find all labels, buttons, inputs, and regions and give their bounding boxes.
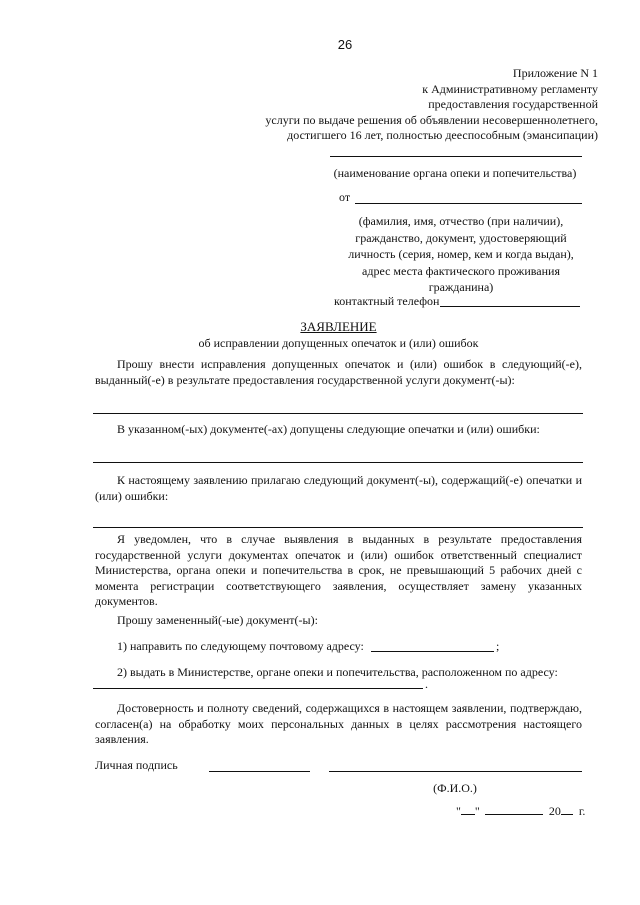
errors-list-line[interactable] bbox=[93, 462, 583, 463]
option-mail-text: 1) направить по следующему почтовому адресу: bbox=[117, 639, 364, 653]
phone-line[interactable] bbox=[440, 306, 580, 307]
date-open-quote: " bbox=[456, 804, 461, 818]
option-office: 2) выдать в Министерстве, органе опеки и попечительства, расположенном по адресу: bbox=[117, 665, 558, 679]
applicant-caption-line: (фамилия, имя, отчество (при наличии), bbox=[358, 214, 564, 228]
errors-paragraph: В указанном(-ых) документе(-ах) допущены следующие опечатки и (или) ошибки: bbox=[117, 422, 540, 436]
title-subheading: об исправлении допущенных опечаток и (или) ошибок bbox=[198, 335, 479, 350]
title-heading bbox=[95, 319, 582, 336]
year-prefix: 20 bbox=[548, 804, 561, 818]
appendix-line: предоставления государственной bbox=[428, 97, 598, 112]
attachment-paragraph: К настоящему заявлению прилагаю следующий документ(-ы), содержащий(-е) опечатки и (или) ошибки: bbox=[95, 473, 582, 503]
month-field[interactable] bbox=[485, 803, 543, 815]
option-office-end: . bbox=[425, 677, 428, 691]
appendix-header bbox=[178, 66, 598, 144]
date-block bbox=[456, 803, 585, 819]
organ-caption: (наименование органа опеки и попечительства) bbox=[333, 166, 577, 180]
appendix-line: к Административному регламенту bbox=[422, 81, 598, 96]
signature-line[interactable] bbox=[209, 771, 310, 772]
appendix-line: услуги по выдаче решения об объявлении несовершеннолетнего, bbox=[265, 112, 598, 127]
fio-caption: (Ф.И.О.) bbox=[433, 781, 477, 795]
office-address-line[interactable] bbox=[93, 688, 423, 689]
fio-line[interactable] bbox=[329, 771, 582, 772]
option-mail bbox=[117, 639, 517, 654]
notice-paragraph: Я уведомлен, что в случае выявления в выданных в результате предоставления государственной услуги документах опечаток и (или) ошибок ответственный специалист Министерства, органа опеки и попечительства в срок, не превышающий 5 рабочих дней с момента регистрации соответствующего заявления, осуществляет замену указанных документов. bbox=[95, 532, 582, 609]
date-close-quote: " bbox=[474, 804, 480, 818]
consent-paragraph: Достоверность и полноту сведений, содержащихся в настоящем заявлении, подтверждаю, согласен(а) на обработку моих персональных данных в целях рассмотрения настоящего заявления. bbox=[95, 701, 582, 747]
document-title bbox=[95, 319, 582, 351]
title-heading-text: ЗАЯВЛЕНИЕ bbox=[300, 319, 377, 334]
applicant-caption bbox=[330, 213, 592, 296]
applicant-caption-line: личность (серия, номер, кем и когда выдан), bbox=[348, 247, 574, 262]
year-suffix: г. bbox=[578, 804, 586, 818]
attachment-list-line[interactable] bbox=[93, 527, 583, 528]
from-label: от bbox=[339, 190, 351, 204]
mail-address-line[interactable] bbox=[371, 651, 494, 652]
request-paragraph: Прошу внести исправления допущенных опечаток и (или) ошибок в следующий(-е), выданный(-е) в результате предоставления государственной услуги документ(-ы): bbox=[95, 357, 582, 387]
applicant-caption-line: адрес места фактического проживания bbox=[362, 263, 560, 278]
replacement-request: Прошу замененный(-ые) документ(-ы): bbox=[117, 613, 318, 627]
option-mail-end: ; bbox=[496, 639, 500, 653]
appendix-line: Приложение N 1 bbox=[512, 66, 598, 80]
signature-label: Личная подпись bbox=[95, 758, 178, 772]
document-list-line[interactable] bbox=[93, 413, 583, 414]
applicant-name-line[interactable] bbox=[355, 203, 582, 204]
page-number: 26 bbox=[337, 37, 353, 52]
organ-name-line[interactable] bbox=[330, 156, 582, 157]
appendix-line: достигшего 16 лет, полностью дееспособным (эмансипации) bbox=[287, 128, 598, 143]
applicant-caption-line: гражданство, документ, удостоверяющий bbox=[355, 230, 567, 245]
year-field[interactable] bbox=[561, 803, 573, 815]
phone-label: контактный телефон bbox=[334, 294, 440, 308]
day-field[interactable] bbox=[461, 803, 475, 815]
applicant-caption-line: гражданина) bbox=[428, 280, 494, 295]
